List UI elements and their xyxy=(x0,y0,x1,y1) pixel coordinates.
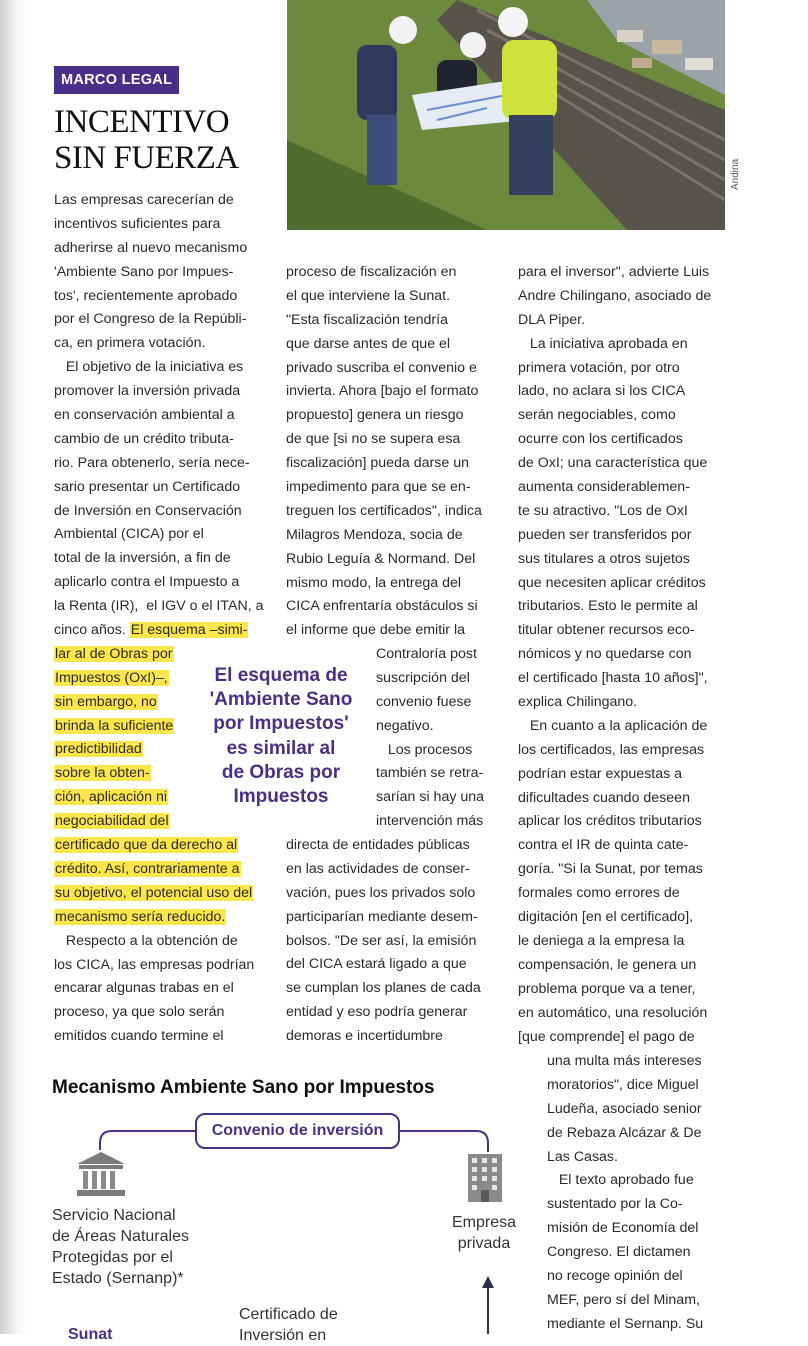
text-line: promover la inversión privada xyxy=(54,383,241,400)
highlighted-text: lar al de Obras por xyxy=(55,645,173,662)
text-line: titular obtener recursos eco- xyxy=(518,622,695,639)
highlighted-text: El esquema –simi- xyxy=(130,622,248,639)
headline-line: INCENTIVO xyxy=(54,104,230,140)
sernanp-label xyxy=(52,1205,189,1289)
text-line: compensación, le genera un xyxy=(518,956,697,973)
text-line: Los procesos xyxy=(376,741,473,758)
entity-line: de Áreas Naturales xyxy=(52,1228,189,1245)
text-line: incentivos suficientes para xyxy=(54,215,221,232)
pull-quote xyxy=(196,664,366,809)
headline-line: SIN FUERZA xyxy=(54,140,239,176)
text-line: impedimento para que se en- xyxy=(286,479,471,496)
text-line: "Esta fiscalización tendría xyxy=(286,311,448,328)
highlighted-text: sin embargo, no xyxy=(55,693,157,710)
text-line xyxy=(54,810,263,834)
text-line xyxy=(54,619,263,643)
highlighted-text: sobre la obten- xyxy=(55,765,150,782)
text-line: Milagros Mendoza, socia de xyxy=(286,526,463,543)
text-line: pueden ser transferidos por xyxy=(518,526,692,543)
text-line: en automático, una resolución xyxy=(518,1004,708,1021)
highlighted-text: brinda la suficiente xyxy=(55,717,174,734)
text-line xyxy=(54,906,263,930)
text-line: los CICA, las empresas podrían xyxy=(54,956,255,973)
text-line: entidad y eso podría generar xyxy=(286,1004,468,1021)
text-line: el certificado [hasta 10 años]", xyxy=(518,670,708,687)
text-line: se cumplan los planes de cada xyxy=(286,980,481,997)
text-line: [que comprende] el pago de xyxy=(518,1028,695,1045)
text-line: misión de Economía del xyxy=(547,1220,699,1237)
entity-line: Protegidas por el xyxy=(52,1249,173,1266)
text-line: digitación [en el certificado], xyxy=(518,909,694,926)
entity-line: Certificado de xyxy=(239,1306,338,1323)
text-line: intervención más xyxy=(376,813,484,830)
text-line: privado suscriba el convenio e xyxy=(286,359,477,376)
photo-credit: Andina xyxy=(730,158,741,190)
text-line: treguen los certificados", indica xyxy=(286,502,482,519)
text-line: que necesiten aplicar créditos xyxy=(518,574,706,591)
entity-line: Empresa xyxy=(451,1214,517,1231)
text-line: de Rebaza Alcázar & De xyxy=(547,1124,702,1141)
text-line: mismo modo, la entrega del xyxy=(286,574,462,591)
text-line: en conservación ambiental a xyxy=(54,407,235,424)
text-line: los certificados, las empresas xyxy=(518,741,705,758)
text-line: aplicar los créditos tributarios xyxy=(518,813,702,830)
entity-line: privada xyxy=(457,1235,511,1252)
highlighted-text: su objetivo, el potencial uso del xyxy=(55,884,253,901)
text-line: Ambiental (CICA) por el xyxy=(54,526,204,543)
text-line: adherirse al nuevo mecanismo xyxy=(54,239,248,256)
text-line: también se retra- xyxy=(376,765,484,782)
photo-illustration xyxy=(287,0,725,230)
text-line: Contraloría post xyxy=(376,646,477,662)
text-line: proceso de fiscalización en xyxy=(286,264,457,280)
article-column-2-bottom xyxy=(286,834,481,1049)
text-line: sario presentar un Certificado xyxy=(54,478,241,495)
text-line: directa de entidades públicas xyxy=(286,837,470,853)
pull-quote-line: por Impuestos' xyxy=(213,713,349,735)
highlighted-text: crédito. Así, contrariamente a xyxy=(55,860,240,877)
text-line: no recoge opinión del xyxy=(547,1268,683,1285)
text-line: serán negociables, como xyxy=(518,407,676,424)
text-line: La iniciativa aprobada en xyxy=(518,335,688,352)
entity-line: Inversión en xyxy=(239,1327,327,1344)
text-line: proceso, ya que solo serán xyxy=(54,1004,225,1021)
text-line: invierta. Ahora [bajo el formato xyxy=(286,383,479,400)
highlighted-text: mecanismo sería reducido. xyxy=(55,908,226,925)
highlighted-text: ción, aplicación ni xyxy=(55,789,167,806)
entity-line: Estado (Sernanp)* xyxy=(52,1270,184,1287)
office-building-icon xyxy=(466,1152,504,1204)
text-line: aumenta considerablemen- xyxy=(518,479,690,496)
pull-quote-line: El esquema de xyxy=(214,665,348,686)
text-line: bolsos. "De ser así, la emisión xyxy=(286,932,477,949)
article-column-3-top xyxy=(518,261,711,1049)
text-line: nómicos y no quedarse con xyxy=(518,646,692,663)
infographic-title: Mecanismo Ambiente Sano por Impuestos xyxy=(52,1077,435,1098)
text-line: fiscalización] pueda darse un xyxy=(286,455,469,472)
text-line: En cuanto a la aplicación de xyxy=(518,717,708,734)
article-column-3-bottom xyxy=(547,1050,703,1337)
text-fragment: cinco años. xyxy=(54,622,126,639)
text-line: para el inversor", advierte Luis xyxy=(518,264,710,280)
text-line: le deniega a la empresa la xyxy=(518,932,685,949)
text-line: por el Congreso de la Repúbli- xyxy=(54,311,247,328)
highlighted-text: predictibilidad xyxy=(55,741,142,758)
text-line: sustentado por la Co- xyxy=(547,1196,683,1213)
text-line: total de la inversión, a fin de xyxy=(54,550,231,567)
text-line: en las actividades de conser- xyxy=(286,860,470,877)
text-line: demoras e incertidumbre xyxy=(286,1028,443,1045)
article-column-1 xyxy=(54,189,263,1049)
text-line: de OxI; una característica que xyxy=(518,455,708,472)
article-column-2-top xyxy=(286,261,482,643)
text-line: goría. "Si la Sunat, por temas xyxy=(518,861,703,878)
certificate-label xyxy=(239,1304,338,1346)
text-line xyxy=(54,882,263,906)
text-line: podrían estar expuestas a xyxy=(518,765,683,782)
pull-quote-line: es similar al xyxy=(226,737,336,759)
text-line: sarían si hay una xyxy=(376,789,485,806)
text-line: rio. Para obtenerlo, sería nece- xyxy=(54,454,250,471)
text-line: dificultades cuando deseen xyxy=(518,789,690,806)
section-tag: MARCO LEGAL xyxy=(54,66,179,94)
text-line xyxy=(54,858,263,882)
text-line: CICA enfrentaría obstáculos si xyxy=(286,598,478,615)
pull-quote-line: Impuestos xyxy=(233,786,329,808)
text-line: sus titulares a otros sujetos xyxy=(518,550,690,567)
text-line: propuesto] genera un riesgo xyxy=(286,407,464,424)
text-line: negativo. xyxy=(376,717,434,734)
private-company-label xyxy=(448,1212,520,1254)
text-line: Rubio Leguía & Normand. Del xyxy=(286,550,476,567)
text-line: DLA Piper. xyxy=(518,311,586,328)
text-line: te su atractivo. "Los de OxI xyxy=(518,502,688,519)
entity-line: Servicio Nacional xyxy=(52,1207,176,1224)
text-line: suscripción del xyxy=(376,669,470,686)
text-line xyxy=(54,834,263,858)
text-line: de Inversión en Conservación xyxy=(54,502,242,519)
government-building-icon xyxy=(74,1150,128,1198)
text-line: lado, no aclara si los CICA xyxy=(518,383,686,400)
text-line: encarar algunas trabas en el xyxy=(54,980,234,997)
text-line: 'Ambiente Sano por Impues- xyxy=(54,263,234,280)
text-line: del CICA estará ligado a que xyxy=(286,956,467,973)
text-line: la Renta (IR), el IGV o el ITAN, a xyxy=(54,598,264,615)
pull-quote-line: de Obras por xyxy=(221,761,341,783)
text-line: problema porque va a tener, xyxy=(518,980,696,997)
text-line: El texto aprobado fue xyxy=(547,1172,694,1189)
agreement-label: Convenio de inversión xyxy=(195,1113,400,1149)
text-line: explica Chilingano. xyxy=(518,694,638,711)
headline xyxy=(54,104,284,176)
text-line: Congreso. El dictamen xyxy=(547,1244,691,1261)
text-line: tributarios. Esto le permite al xyxy=(518,598,698,615)
text-line: Andre Chilingano, asociado de xyxy=(518,287,712,304)
text-line: ca, en primera votación. xyxy=(54,335,206,352)
text-line: participarían mediante desem- xyxy=(286,908,478,925)
text-line: ocurre con los certificados xyxy=(518,431,683,448)
text-line: El objetivo de la iniciativa es xyxy=(54,359,244,376)
highlighted-text: Impuestos (OxI)–, xyxy=(55,669,168,686)
text-line: aplicarlo contra el Impuesto a xyxy=(54,574,240,591)
text-line: convenio fuese xyxy=(376,693,472,710)
text-line: primera votación, por otro xyxy=(518,359,680,376)
text-line: emitidos cuando termine el xyxy=(54,1028,224,1045)
text-line: Respecto a la obtención de xyxy=(54,932,238,949)
text-line: moratorios", dice Miguel xyxy=(547,1076,699,1093)
text-line: vación, pues los privados solo xyxy=(286,884,476,901)
text-line: contra el IR de quinta cate- xyxy=(518,837,689,854)
text-line: el que interviene la Sunat. xyxy=(286,287,451,304)
pull-quote-line: 'Ambiente Sano xyxy=(209,689,353,711)
text-line: una multa más intereses xyxy=(547,1053,702,1069)
text-line: Las Casas. xyxy=(547,1148,618,1165)
text-line: cambio de un crédito tributa- xyxy=(54,430,234,447)
text-line: mediante el Sernanp. Su xyxy=(547,1315,704,1332)
highlighted-text: certificado que da derecho al xyxy=(55,837,238,854)
article-photo xyxy=(287,0,725,230)
article-column-2-narrow xyxy=(376,643,484,834)
sunat-label: Sunat xyxy=(68,1326,113,1343)
text-line: de que [si no se supera esa xyxy=(286,431,461,448)
highlighted-text: negociabilidad del xyxy=(55,813,169,830)
text-line: Las empresas carecerían de xyxy=(54,192,234,208)
text-line: Ludeña, asociado senior xyxy=(547,1100,702,1117)
text-line: el informe que debe emitir la xyxy=(286,622,466,639)
text-line: que darse antes de que el xyxy=(286,335,451,352)
text-line: tos', recientemente aprobado xyxy=(54,287,238,304)
text-line: formales como errores de xyxy=(518,885,680,902)
text-line: MEF, pero sí del Minam, xyxy=(547,1291,700,1308)
